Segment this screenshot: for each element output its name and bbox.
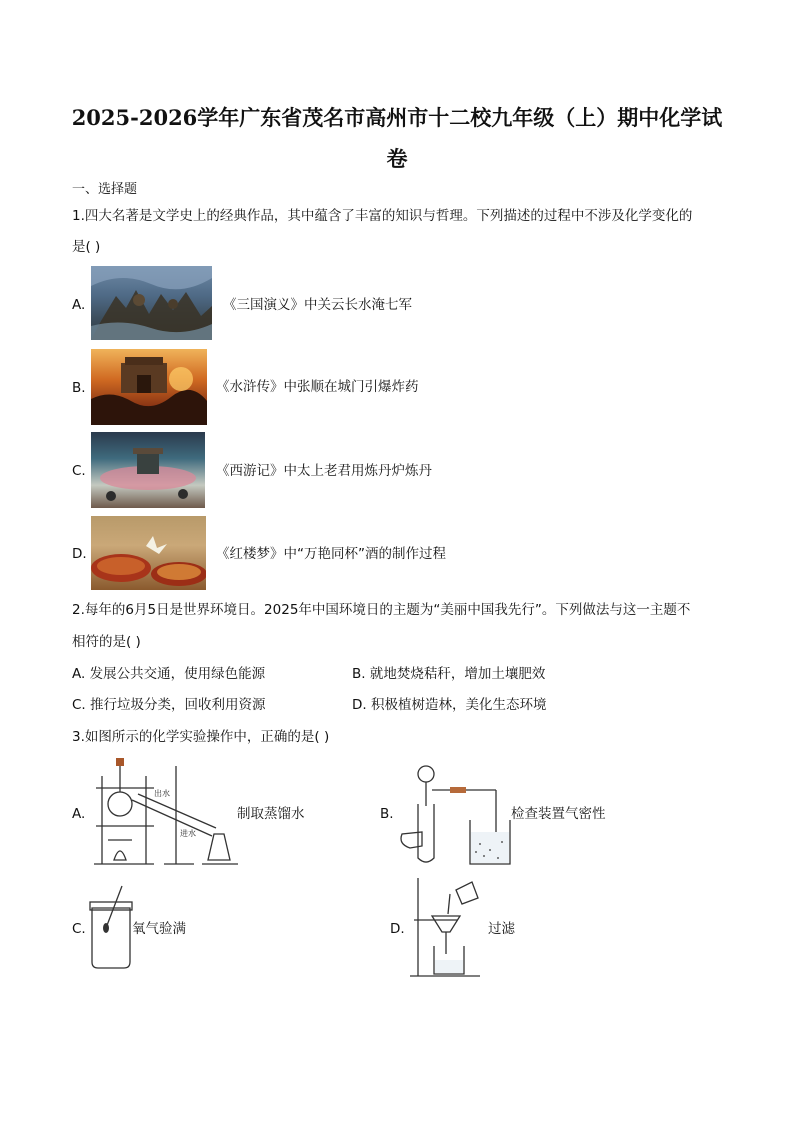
alchemy-furnace-illustration bbox=[91, 432, 205, 508]
q3-option-d-text: 过滤 bbox=[488, 921, 515, 937]
q3-option-d-label: D. bbox=[390, 921, 405, 937]
q2-option-c: C. 推行垃圾分类，回收利用资源 bbox=[72, 697, 266, 713]
q1-option-a-label: A. bbox=[72, 297, 86, 313]
q1-stem-line2: 是( ) bbox=[72, 239, 101, 255]
q1-option-d-text: 《红楼梦》中“万艳同杯”酒的制作过程 bbox=[216, 546, 446, 562]
filtration-diagram bbox=[406, 876, 486, 980]
q1-option-c-image bbox=[91, 432, 205, 508]
exam-title-line1: 2025-2026学年广东省茂名市高州市十二校九年级（上）期中化学试 bbox=[71, 105, 723, 130]
q1-option-d-image bbox=[91, 516, 206, 590]
q3-option-b-label: B. bbox=[380, 806, 394, 822]
q1-option-b-image bbox=[91, 349, 207, 425]
q1-option-d-label: D. bbox=[72, 546, 87, 562]
q2-option-a: A. 发展公共交通，使用绿色能源 bbox=[72, 666, 266, 682]
airtightness-check-diagram bbox=[396, 760, 514, 868]
q1-option-c-label: C. bbox=[72, 463, 86, 479]
q1-option-b-label: B. bbox=[72, 380, 86, 396]
flower-wine-illustration bbox=[91, 516, 206, 590]
flood-battle-illustration bbox=[91, 266, 212, 340]
q3-option-a-label: A. bbox=[72, 806, 86, 822]
section-heading: 一、选择题 bbox=[72, 182, 138, 197]
q2-option-b: B. 就地焚烧秸秆，增加土壤肥效 bbox=[352, 666, 546, 682]
water-in-label: 进水 bbox=[180, 829, 196, 838]
exam-title-line2: 卷 bbox=[386, 146, 408, 171]
q3-option-c-text: 氧气验满 bbox=[132, 921, 186, 937]
q3-option-b-text: 检查装置气密性 bbox=[511, 806, 606, 822]
q1-stem-line1: 1.四大名著是文学史上的经典作品，其中蕴含了丰富的知识与哲理。下列描述的过程中不涉及化学变化的 bbox=[72, 208, 693, 224]
q2-option-d: D. 积极植树造林，美化生态环境 bbox=[352, 697, 547, 713]
q3-option-a-text: 制取蒸馏水 bbox=[237, 806, 305, 822]
q1-option-a-image bbox=[91, 266, 212, 340]
q3-option-c-label: C. bbox=[72, 921, 86, 937]
q1-option-a-text: 《三国演义》中关云长水淹七军 bbox=[223, 297, 412, 313]
city-gate-explosion-illustration bbox=[91, 349, 207, 425]
q2-stem-line2: 相符的是( ) bbox=[72, 634, 141, 650]
q3-stem: 3.如图所示的化学实验操作中，正确的是( ) bbox=[72, 729, 330, 745]
water-out-label: 出水 bbox=[154, 789, 170, 798]
q1-option-c-text: 《西游记》中太上老君用炼丹炉炼丹 bbox=[216, 463, 432, 479]
q2-stem-line1: 2.每年的6月5日是世界环境日。2025年中国环境日的主题为“美丽中国我先行”。下列做法与这一主题不 bbox=[72, 602, 691, 618]
q1-option-b-text: 《水浒传》中张顺在城门引爆炸药 bbox=[216, 379, 419, 395]
oxygen-test-diagram bbox=[86, 884, 134, 970]
distillation-apparatus-diagram bbox=[84, 756, 244, 870]
